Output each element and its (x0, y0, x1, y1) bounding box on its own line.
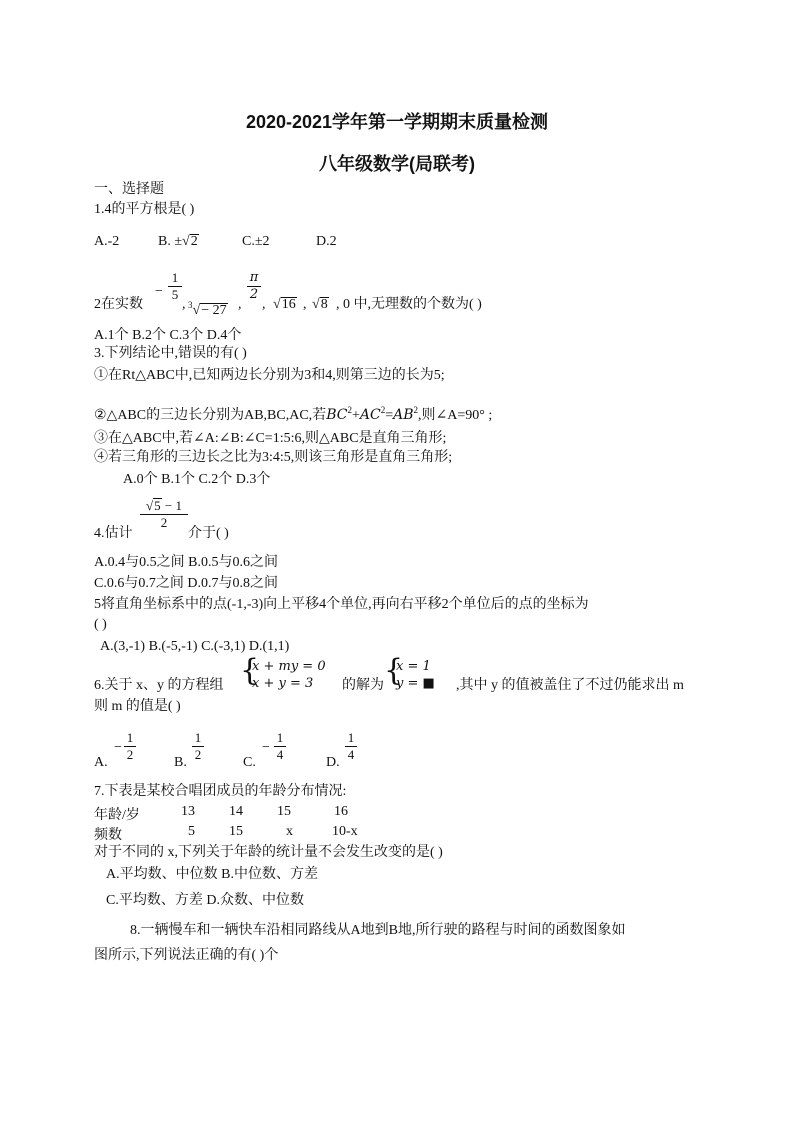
q1-stem: 1.4的平方根是( ) (94, 202, 195, 217)
q1-option-d: D.2 (316, 234, 337, 249)
q2-sqrt-8 (312, 296, 329, 314)
q3-statement-1: ①在Rt△ABC中,已知两边长分别为3和4,则第三边的长为5; (94, 368, 445, 383)
q4-options-row-1: A.0.4与0.5之间 B.0.5与0.6之间 (94, 555, 278, 570)
q3-s2-exp-ab: 2 (413, 405, 418, 415)
sqrt-icon: √ (273, 297, 281, 312)
q6-option-d-label: D. (326, 755, 340, 770)
table-cell: 16 (334, 804, 348, 819)
table-cell: 10-x (332, 824, 358, 839)
q1-option-b (158, 233, 199, 251)
q4-options-row-2: C.0.6与0.7之间 D.0.7与0.8之间 (94, 576, 278, 591)
q4-fraction (140, 498, 188, 530)
q2-options: A.1个 B.2个 C.3个 D.4个 (94, 328, 242, 343)
q2-sqrt8-radicand: 8 (320, 297, 328, 312)
q3-statement-2 (94, 401, 492, 425)
q1-option-c: C.±2 (242, 234, 270, 249)
page-title: 2020-2021学年第一学期期末质量检测 (245, 112, 549, 132)
q2-suffix: , 0 中,无理数的个数为( ) (336, 297, 482, 312)
q6-option-a-fraction (124, 730, 136, 762)
q2-cube-root (188, 296, 228, 320)
q3-s2-plus: + (351, 408, 360, 423)
q6-option-b-fraction (192, 730, 204, 762)
q6-c-den: 4 (276, 747, 284, 762)
q6-prefix: 6.关于 x、y 的方程组 (94, 678, 224, 693)
q6-option-d-fraction (345, 730, 357, 762)
q2-f1-num: 1 (171, 270, 179, 285)
q7-stem: 7.下表是某校合唱团成员的年龄分布情况: (94, 784, 347, 799)
q6-c-num: 1 (276, 730, 284, 745)
q5-options: A.(3,-1) B.(-5,-1) C.(-3,1) D.(1,1) (100, 639, 290, 654)
q3-s2-eq: = (385, 408, 394, 423)
section-heading: 一、选择题 (94, 182, 164, 197)
table-cell: 15 (229, 824, 243, 839)
sqrt-icon: √ (312, 297, 320, 312)
q2-prefix: 2在实数 (94, 297, 143, 312)
sqrt-icon: √ (182, 234, 190, 249)
q6-option-c-fraction (274, 730, 286, 762)
sqrt-icon: √ (192, 303, 201, 318)
q1-option-b-label: B. (158, 234, 171, 249)
q5-paren: ( ) (94, 617, 107, 632)
q6-equation-2: x + y = 3 (252, 676, 314, 691)
q6-option-a-label: A. (94, 755, 108, 770)
q3-s2-prefix: ②△ABC的三边长分别为AB,BC,AC,若 (94, 408, 327, 423)
q6-line-2: 则 m 的值是( ) (94, 699, 181, 714)
q3-statement-3: ③在△ABC中,若∠A:∠B:∠C=1:5:6,则△ABC是直角三角形; (94, 431, 447, 446)
q6-option-a-neg: − (114, 740, 122, 755)
left-brace-icon: { (240, 653, 260, 688)
q1-option-a: A.-2 (94, 234, 120, 249)
q3-s2-ab: AB (393, 407, 414, 423)
q4-suffix: 介于( ) (188, 526, 229, 541)
q2-pi-num: π (249, 270, 259, 285)
table-cell: 5 (188, 824, 195, 839)
q2-sep-4: , (303, 297, 307, 312)
q4-fraction-den: 2 (160, 515, 168, 530)
q6-solution-x: x = 1 (396, 659, 431, 674)
q6-solution-y: y = ■ (396, 676, 435, 691)
q2-sep-1: , (182, 297, 186, 312)
q6-b-den: 2 (194, 747, 202, 762)
q3-statement-4: ④若三角形的三边长之比为3:4:5,则该三角形是直角三角形; (94, 450, 453, 465)
q6-a-den: 2 (126, 747, 134, 762)
q6-suffix: ,其中 y 的值被盖住了不过仍能求出 m (456, 678, 684, 693)
q2-sqrt-16 (273, 296, 297, 314)
q4-num-radicand: 5 (154, 498, 161, 513)
q4-prefix: 4.估计 (94, 526, 133, 541)
q1-option-b-pm: ± (174, 234, 183, 249)
table-cell: 年龄/岁 (94, 808, 140, 823)
q7-options-row-2: C.平均数、方差 D.众数、中位数 (106, 893, 304, 908)
q6-mid: 的解为 (342, 678, 384, 693)
q3-s2-exp-ac: 2 (380, 405, 386, 415)
q6-option-b-label: B. (174, 755, 187, 770)
q6-a-num: 1 (126, 730, 134, 745)
q2-fraction-1-5 (168, 270, 182, 302)
q6-d-num: 1 (347, 730, 355, 745)
left-brace-icon: { (384, 653, 404, 688)
q4-fraction-num (140, 498, 188, 513)
table-cell: 频数 (94, 828, 122, 843)
q6-option-c-neg: − (262, 740, 270, 755)
q7-options-row-1: A.平均数、中位数 B.中位数、方差 (106, 867, 318, 882)
q2-cbrt-index: 3 (188, 300, 193, 310)
q3-s2-suffix: ,则∠A=90° ; (418, 408, 493, 423)
q2-sep-3: , (262, 297, 266, 312)
q6-option-c-label: C. (243, 755, 256, 770)
table-cell: x (286, 824, 293, 839)
q4-num-tail: − 1 (161, 498, 182, 513)
q2-neg-sign: − (155, 284, 163, 299)
q2-f1-den: 5 (171, 287, 179, 302)
table-cell: 14 (229, 804, 243, 819)
q7-question: 对于不同的 x,下列关于年龄的统计量不会发生改变的是( ) (94, 845, 443, 860)
table-cell: 15 (277, 804, 291, 819)
q5-stem: 5将直角坐标系中的点(-1,-3)向上平移4个单位,再向右平移2个单位后的点的坐标为 (94, 597, 589, 612)
q2-sep-2: , (238, 297, 242, 312)
table-cell: 13 (181, 804, 195, 819)
q6-d-den: 4 (347, 747, 355, 762)
q8-line-2: 图所示,下列说法正确的有( )个 (94, 948, 279, 963)
q6-equation-1: x + my = 0 (252, 659, 326, 674)
q2-fraction-pi-2 (247, 270, 261, 302)
page-subtitle: 八年级数学(局联考) (319, 154, 475, 174)
q3-stem: 3.下列结论中,错误的有( ) (94, 346, 247, 361)
q6-b-num: 1 (194, 730, 202, 745)
q3-options: A.0个 B.1个 C.2个 D.3个 (123, 472, 271, 487)
q3-s2-bc: BC (326, 407, 348, 423)
q1-option-b-radicand: 2 (190, 234, 198, 249)
q2-sqrt16-radicand: 16 (281, 297, 296, 312)
q8-line-1: 8.一辆慢车和一辆快车沿相同路线从A地到B地,所行驶的路程与时间的函数图象如 (130, 923, 626, 938)
sqrt-icon: √ (146, 498, 154, 513)
q2-pi-den: 2 (249, 287, 259, 302)
q3-s2-ac: AC (359, 407, 381, 423)
q3-s2-exp-bc: 2 (347, 405, 352, 415)
q2-cbrt-radicand: − 27 (201, 303, 227, 318)
